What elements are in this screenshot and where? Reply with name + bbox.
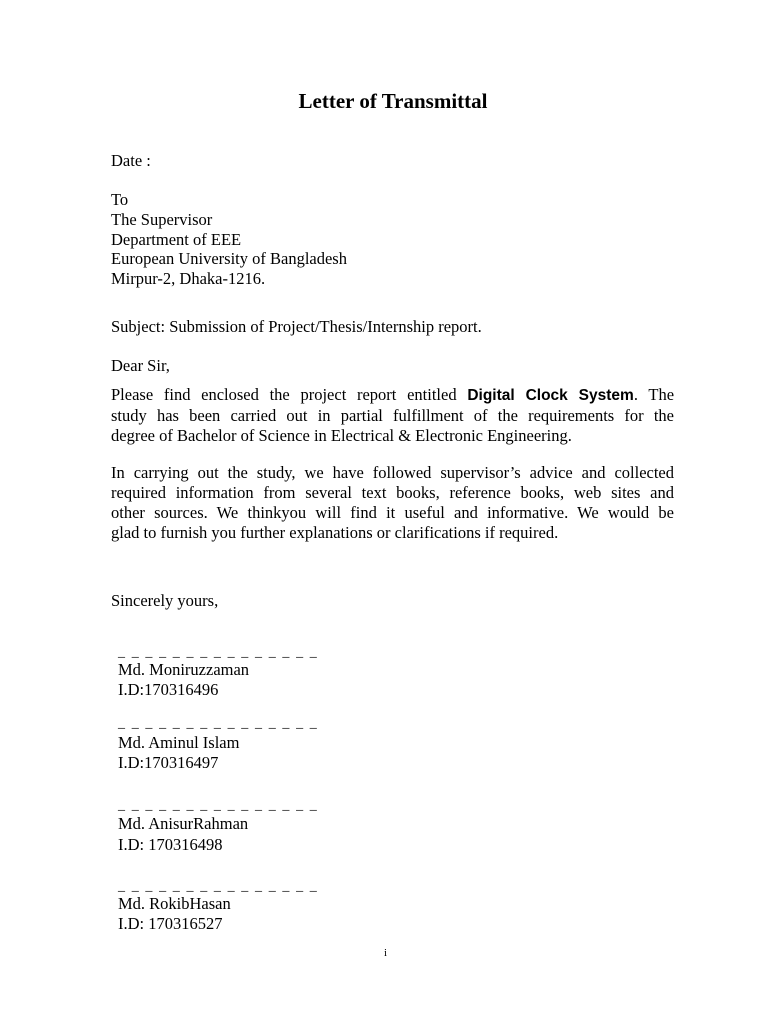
signatory-id: I.D:170316497 <box>118 753 219 772</box>
paragraph-study-line: required information from several text books, reference books, web sites and <box>111 483 674 502</box>
page-title: Letter of Transmittal <box>298 89 488 113</box>
page-number: i <box>384 947 388 959</box>
signatory-id: I.D: 170316527 <box>118 914 223 933</box>
signature-line: _ _ _ _ _ _ _ _ _ _ _ _ _ _ _ <box>118 798 319 813</box>
signature-line: _ _ _ _ _ _ _ _ _ _ _ _ _ _ _ <box>118 645 319 660</box>
paragraph-study <box>111 463 674 543</box>
paragraph-study-line: other sources. We thinkyou will find it useful and informative. We would be <box>111 503 674 522</box>
signatory-name: Md. RokibHasan <box>118 894 231 913</box>
paragraph-intro-line: degree of Bachelor of Science in Electrical & Electronic Engineering. <box>111 426 572 445</box>
intro-text: Please find enclosed the project report entitled <box>111 385 457 404</box>
recipient-address: Mirpur-2, Dhaka-1216. <box>111 269 266 288</box>
signature-line: _ _ _ _ _ _ _ _ _ _ _ _ _ _ _ <box>118 716 319 731</box>
paragraph-intro-line <box>111 385 674 406</box>
paragraph-study-line: In carrying out the study, we have followed supervisor’s advice and collected <box>111 463 674 482</box>
closing: Sincerely yours, <box>111 591 219 610</box>
recipient-to: To <box>111 190 129 209</box>
signatory-name: Md. AnisurRahman <box>118 814 249 833</box>
paragraph-intro <box>111 385 674 446</box>
salutation: Dear Sir, <box>111 356 170 375</box>
date-label: Date : <box>111 151 151 170</box>
signatory-name: Md. Moniruzzaman <box>118 660 250 679</box>
subject-line: Subject: Submission of Project/Thesis/Internship report. <box>111 317 482 336</box>
signatory-name: Md. Aminul Islam <box>118 733 240 752</box>
signature-line: _ _ _ _ _ _ _ _ _ _ _ _ _ _ _ <box>118 879 319 894</box>
signatory-id: I.D: 170316498 <box>118 835 223 854</box>
paragraph-intro-line: study has been carried out in partial fulfillment of the requirements for the <box>111 406 674 425</box>
recipient-name: The Supervisor <box>111 210 213 229</box>
intro-text-end: . The <box>633 385 675 404</box>
signatory-id: I.D:170316496 <box>118 680 219 699</box>
project-title: Digital Clock System <box>467 387 634 404</box>
recipient-university: European University of Bangladesh <box>111 249 347 268</box>
paragraph-study-line: glad to furnish you further explanations or clarifications if required. <box>111 523 559 542</box>
recipient-department: Department of EEE <box>111 230 242 249</box>
